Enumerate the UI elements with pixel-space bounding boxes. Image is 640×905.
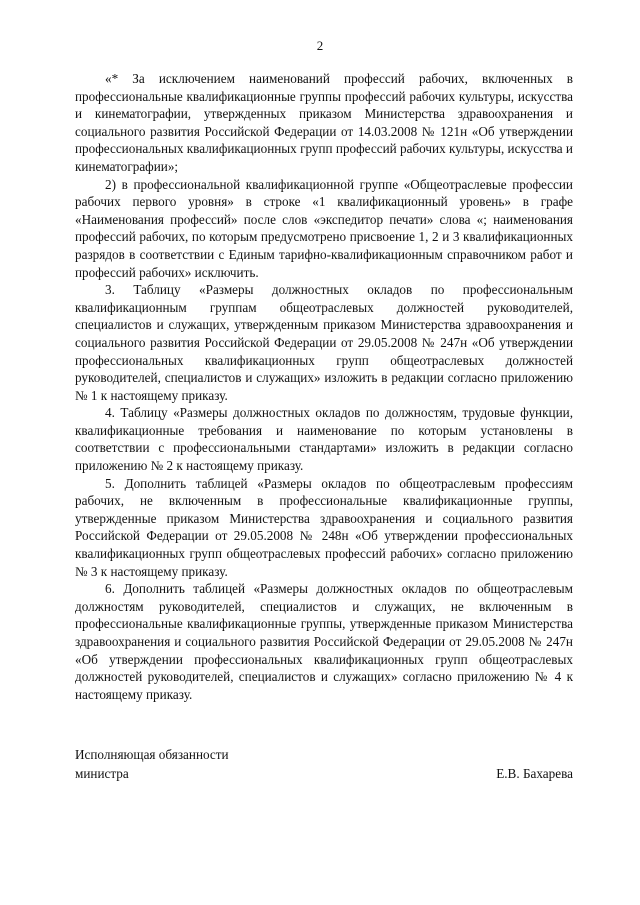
document-body	[75, 70, 573, 703]
paragraph-item-5: 5. Дополнить таблицей «Размеры окладов по общеотраслевым профессиям рабочих, не включенным в профессиональные квалификационные группы, утвержденные приказом Министерства здравоохранения и социального развития Российской Федерации от 29.05.2008 № 248н «Об утверждении профессиональных квалификационных групп общеотраслевых профессий рабочих» согласно приложению № 3 к настоящему приказу.	[75, 475, 573, 579]
page-number: 2	[316, 38, 324, 53]
paragraph-footnote: «* За исключением наименований профессий рабочих, включенных в профессиональные квалификационные группы профессий рабочих культуры, искусства и кинематографии, утвержденных приказом Министерства здравоохранения и социального развития Российской Федерации от 14.03.2008 № 121н «Об утверждении профессиональных квалификационных групп профессий рабочих культуры, искусства и кинематографии»;	[75, 71, 573, 174]
signer-row	[75, 764, 573, 783]
signer-title-line2: министра	[75, 766, 129, 781]
paragraph-item-6: 6. Дополнить таблицей «Размеры должностных окладов по общеотраслевым должностям руководителей, специалистов и служащих, не включенным в профессиональные квалификационные группы, утвержденные приказом Министерства здравоохранения и социального развития Российской Федерации от 29.05.2008 № 247н «Об утверждении профессиональных квалификационных групп общеотраслевых должностей руководителей, специалистов и служащих» согласно приложению № 4 к настоящему приказу.	[75, 581, 573, 702]
signer-title-line1: Исполняющая обязанности	[75, 747, 229, 762]
paragraph-item-2: 2) в профессиональной квалификационной группе «Общеотраслевые профессии рабочих первого уровня» в строке «1 квалификационный уровень» в графе «Наименования профессий» после слов «экспедитор печати» слова «; наименования профессий рабочих, по которым предусмотрено присвоение 1, 2 и 3 квалификационных разрядов в соответствии с Единым тарифно-квалификационным справочником работ и профессий рабочих» исключить.	[75, 176, 573, 280]
signer-name: Е.В. Бахарева	[496, 766, 573, 781]
paragraph-item-3: 3. Таблицу «Размеры должностных окладов по профессиональным квалификационным группам общеотраслевых должностей руководителей, специалистов и служащих, утвержденным приказом Министерства здравоохранения и социального развития Российской Федерации от 29.05.2008 № 247н «Об утверждении профессиональных квалификационных групп общеотраслевых должностей руководителей, специалистов и служащих» изложить в редакции согласно приложению № 1 к настоящему приказу.	[75, 282, 573, 403]
paragraph-item-4: 4. Таблицу «Размеры должностных окладов по должностям, трудовые функции, квалификационные требования и наименование по которым установлены в соответствии с профессиональными стандартами» изложить в редакции согласно приложению № 2 к настоящему приказу.	[75, 405, 573, 474]
signature-block	[75, 745, 573, 783]
